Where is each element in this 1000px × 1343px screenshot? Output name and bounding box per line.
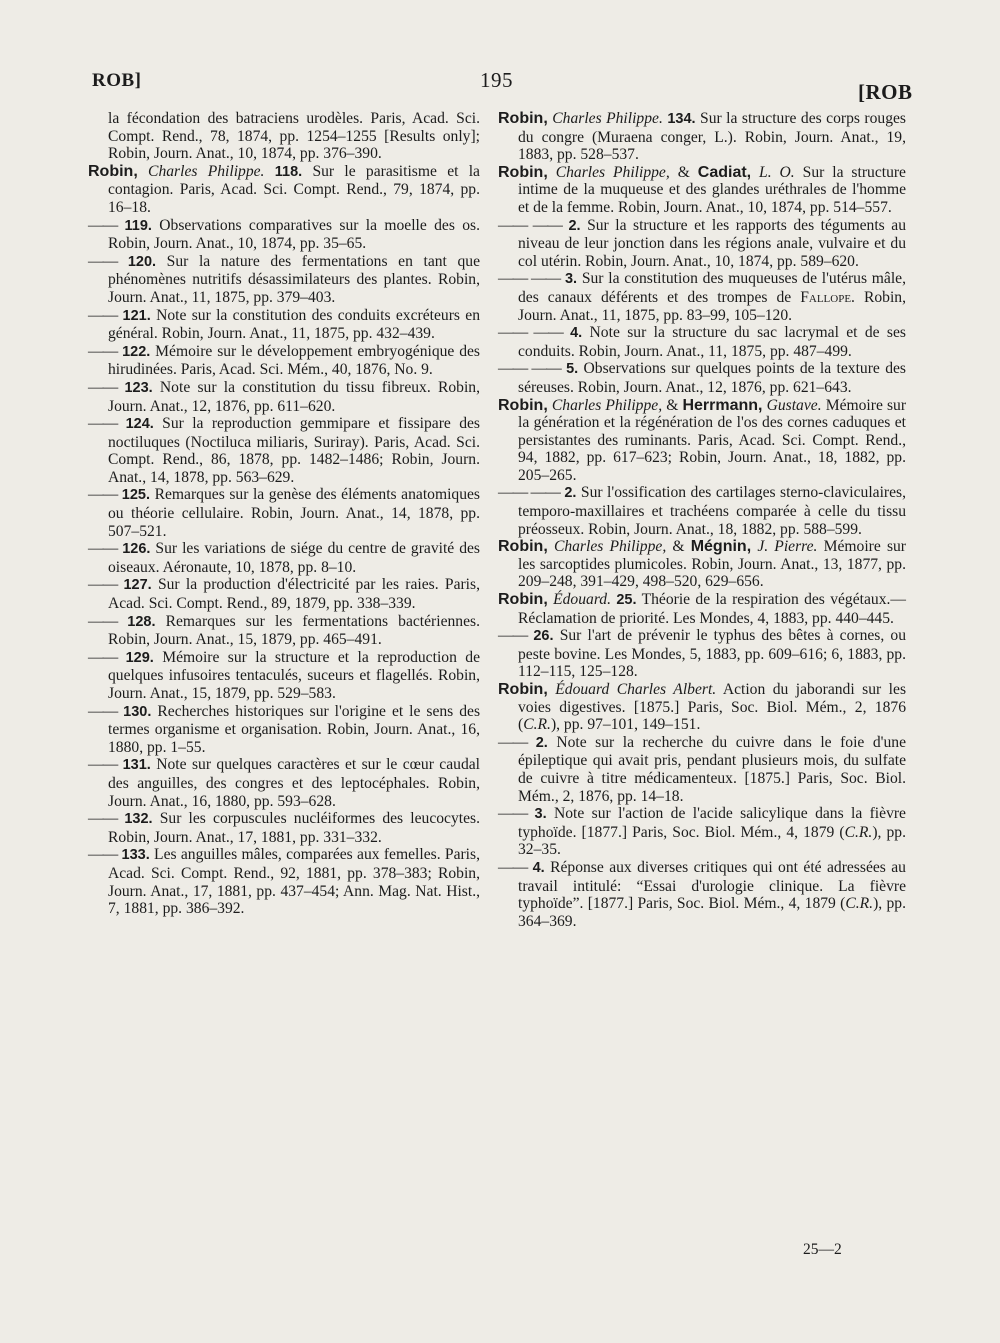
signature-mark: 25—2: [803, 1241, 842, 1258]
entry-number: 118.: [274, 163, 303, 180]
entry-number: 121.: [122, 307, 151, 324]
author-given-name: Charles Philippe,: [551, 396, 663, 414]
entry-number: 2.: [535, 734, 548, 751]
entry-text: Action du jaborandi sur les voies digestives. [1875.] Paris, Soc. Biol. Mém., 2, 1876 (: [518, 681, 907, 734]
coauthor-given-name: Gustave.: [766, 396, 822, 414]
ditto-dash: ——: [88, 648, 118, 666]
bibliography-entry: [88, 110, 480, 163]
bibliography-entry: [498, 859, 906, 930]
entry-italic: C.R.: [844, 823, 873, 841]
entry-number: 5.: [566, 361, 579, 378]
bibliography-entry: [88, 379, 480, 415]
entry-text: Remarques sur la genèse des éléments anatomiques ou théorie cellulaire. Robin, Journ. Anat., 14, 1878, pp. 507–521.: [108, 486, 481, 540]
ditto-dash: ——: [88, 415, 118, 433]
ditto-dash: —— ——: [498, 484, 560, 502]
left-column: [88, 110, 480, 918]
entry-number: 128.: [127, 613, 156, 630]
bibliography-entry: [498, 360, 906, 396]
entry-text: Observations comparatives sur la moelle des os. Robin, Journ. Anat., 10, 1874, pp. 35–65.: [108, 216, 481, 253]
ditto-dash: —— ——: [498, 270, 561, 288]
ditto-dash: ——: [88, 252, 118, 270]
bibliography-entry: [498, 591, 906, 627]
entry-number: 125.: [121, 487, 151, 504]
entry-text: ), pp. 32–35.: [518, 823, 907, 859]
entry-text: Robin, Journ. Anat., 11, 1875, pp. 83–99, 105–120.: [518, 288, 906, 324]
entry-text: Note sur la recherche du cuivre dans le foie d'une épileptique qui avait pris, pendant plusieurs mois, du sulfate de cuivre à titre médicamenteux. [1875.] Paris, Soc. Biol. Mém., 2, 1876, pp. 14–18.: [518, 733, 906, 805]
bibliography-entry: [88, 343, 480, 379]
entry-text: Note sur la structure du sac lacrymal et de ses conduits. Robin, Journ. Anat., 11, 1875, pp. 487–499.: [518, 324, 906, 360]
bibliography-entry: [88, 307, 480, 343]
author-surname: Robin,: [498, 396, 548, 414]
entry-number: 123.: [124, 379, 153, 396]
bibliography-entry: [88, 810, 480, 846]
author-given-name: Charles Philippe.: [148, 162, 265, 180]
ditto-dash: ——: [88, 342, 118, 360]
entry-number: 133.: [121, 847, 150, 864]
author-given-name: Édouard.: [553, 591, 612, 609]
entry-text: Note sur l'action de l'acide salicylique dans la fièvre typhoïde. [1877.] Paris, Soc. Biol. Mém., 4, 1879 (: [518, 805, 906, 841]
entry-text: Recherches historiques sur l'origine et le sens des termes organisme et organisation. Robin, Journ. Anat., 16, 1880, pp. 1–55.: [108, 702, 481, 756]
entry-number: 4.: [570, 325, 583, 342]
bibliography-entry: [498, 805, 906, 859]
author-surname: Robin,: [498, 110, 548, 127]
page-header: [0, 70, 1000, 110]
right-column: [498, 110, 906, 930]
bibliography-entry: [498, 734, 906, 805]
entry-text: Sur l'art de prévenir le typhus des bêtes à cornes, ou peste bovine. Les Mondes, 5, 1883, pp. 609–616; 6, 1883, pp. 112–115, 125–128.: [518, 627, 907, 681]
author-surname: Robin,: [498, 163, 548, 181]
entry-text: Mémoire sur les sarcoptides plumicoles. Robin, Journ. Anat., 13, 1877, pp. 209–248, 391–429, 498–520, 629–656.: [518, 538, 907, 591]
entry-number: 3.: [534, 806, 547, 823]
entry-text: Sur la reproduction gemmipare et fissipare des noctiluques (Noctiluca miliaris, Suriray). Paris, Acad. Sci. Compt. Rend., 86, 1878, pp. 1482–1486; Robin, Journ. Anat., 14, 1878, pp. 563–629.: [108, 415, 480, 486]
entry-text: Observations sur quelques points de la texture des séreuses. Robin, Journ. Anat., 12, 1876, pp. 621–643.: [518, 360, 906, 396]
author-given-name: Charles Philippe,: [555, 163, 670, 181]
bibliography-entry: [88, 756, 480, 810]
coauthor-surname: Mégnin,: [690, 538, 752, 556]
bibliography-entry: [88, 486, 480, 540]
entry-text: ), pp. 364–369.: [518, 895, 906, 930]
bibliography-entry: [498, 110, 906, 164]
entry-text: Sur la production d'électricité par les raies. Paris, Acad. Sci. Compt. Rend., 89, 1879, pp. 338–339.: [108, 576, 480, 613]
entry-number: 120.: [127, 253, 157, 270]
entry-number: 25.: [616, 592, 637, 609]
author-given-name: Charles Philippe.: [552, 110, 663, 127]
ditto-dash: ——: [88, 810, 118, 828]
bibliography-entry: [498, 397, 906, 485]
author-surname: Robin,: [498, 538, 548, 556]
entry-text: Mémoire sur le développement embryogénique des hirudinées. Paris, Acad. Sci. Mém., 40, 1876, No. 9.: [108, 342, 481, 379]
author-surname: Robin,: [498, 591, 548, 609]
ampersand: &: [672, 538, 685, 556]
entry-italic: C.R.: [845, 895, 874, 913]
ditto-dash: ——: [88, 612, 118, 630]
entry-italic: C.R.: [523, 716, 551, 734]
ampersand: &: [666, 396, 679, 414]
bibliography-entry: [498, 324, 906, 360]
ditto-dash: ——: [88, 540, 118, 558]
bibliography-entry: [88, 540, 480, 576]
entry-text: Mémoire sur la structure et la reproduction de quelques infusoires tentaculés, suceurs et flagellés. Robin, Journ. Anat., 15, 1879, pp. 529–583.: [108, 648, 480, 702]
ditto-dash: ——: [88, 846, 118, 864]
entry-number: 134.: [667, 111, 696, 127]
bibliography-entry: [88, 163, 480, 217]
entry-text: Sur la constitution des muqueuses de l'utérus mâle, des canaux déférents et des trompes de: [518, 270, 907, 306]
coauthor-given-name: J. Pierre.: [757, 538, 818, 556]
entry-text: ), pp. 97–101, 149–151.: [550, 716, 701, 734]
entry-number: 124.: [125, 416, 154, 433]
author-surname: Robin,: [88, 162, 138, 180]
ditto-dash: ——: [88, 378, 118, 396]
ditto-dash: —— ——: [498, 216, 562, 234]
ditto-dash: ——: [88, 486, 118, 504]
entry-text: Réponse aux diverses critiques qui ont été adressées au travail intitulé: “Essai d'urologie clinique. La fièvre typhoïde”. [1877.] Paris, Soc. Biol. Mém., 4, 1879 (: [518, 858, 906, 913]
running-head-right: [ROB: [858, 80, 913, 104]
entry-text: Sur l'ossification des cartilages sterno-claviculaires, temporo-maxillaires et trachéens comparée à celle du tissu préosseux. Robin, Journ. Anat., 18, 1882, pp. 588–599.: [518, 484, 907, 538]
entry-text: Sur le parasitisme et la contagion. Paris, Acad. Sci. Compt. Rend., 79, 1874, pp. 16–18.: [108, 162, 480, 216]
entry-text: Sur les corpuscules nucléiformes des leucocytes. Robin, Journ. Anat., 17, 1881, pp. 331–332.: [108, 810, 480, 846]
entry-number: 129.: [125, 649, 154, 666]
entry-text: Note sur quelques caractères et sur le cœur caudal des anguilles, des congres et des leptocéphales. Robin, Journ. Anat., 16, 1880, pp. 593–628.: [108, 756, 480, 810]
coauthor-surname: Cadiat,: [697, 163, 752, 181]
entry-text: Sur la structure et les rapports des téguments au niveau de leur jonction dans les régions anale, vulvaire et du col utérin. Robin, Journ. Anat., 10, 1874, pp. 589–620.: [518, 216, 906, 270]
entry-number: 3.: [564, 271, 578, 288]
running-head-left: ROB]: [92, 70, 142, 91]
entry-text: la fécondation des batraciens urodèles. Paris, Acad. Sci. Compt. Rend., 78, 1874, pp. 1254–1255 [Results only]; Robin, Journ. Anat., 10, 1874, pp. 376–390.: [108, 110, 480, 163]
entry-text: Sur les variations de siége du centre de gravité des oiseaux. Aéronaute, 10, 1878, pp. 8–10.: [108, 540, 481, 576]
bibliography-entry: [498, 681, 906, 734]
entry-number: 119.: [124, 217, 152, 234]
entry-number: 2.: [564, 485, 577, 502]
bibliography-entry: [498, 270, 906, 324]
ditto-dash: ——: [88, 702, 118, 720]
ditto-dash: ——: [88, 576, 118, 594]
entry-number: 127.: [123, 577, 152, 594]
page-number: 195: [480, 68, 513, 92]
coauthor-given-name: L. O.: [759, 163, 795, 181]
entry-text: Théorie de la respiration des végétaux.—Réclamation de priorité. Les Mondes, 4, 1883, pp. 440–445.: [518, 591, 906, 627]
coauthor-surname: Herrmann,: [682, 396, 763, 414]
ditto-dash: —— ——: [498, 324, 563, 342]
entry-number: 2.: [568, 217, 581, 234]
bibliography-entry: [498, 164, 906, 217]
author-given-name: Édouard Charles Albert.: [555, 681, 717, 698]
ditto-dash: ——: [88, 216, 118, 234]
ditto-dash: ——: [498, 733, 528, 751]
entry-text: Note sur la constitution du tissu fibreux. Robin, Journ. Anat., 12, 1876, pp. 611–620.: [108, 378, 480, 415]
entry-text: Note sur la constitution des conduits excréteurs en général. Robin, Journ. Anat., 11, 1875, pp. 432–439.: [108, 306, 480, 343]
ditto-dash: ——: [498, 627, 528, 645]
ditto-dash: ——: [88, 306, 118, 324]
bibliography-entry: [88, 576, 480, 612]
entry-name-smallcaps: Fallope.: [800, 288, 855, 306]
entry-number: 130.: [123, 703, 152, 720]
ditto-dash: —— ——: [498, 360, 561, 378]
ditto-dash: ——: [498, 858, 528, 876]
bibliography-entry: [88, 253, 480, 307]
entry-text: Sur la nature des fermentations en tant que phénomènes nutritifs désassimilateurs des plantes. Robin, Journ. Anat., 11, 1875, pp. 379–403.: [108, 252, 480, 306]
entry-number: 126.: [122, 541, 151, 558]
entry-text: Sur la structure intime de la muqueuse et des glandes uréthrales de l'homme et de la femme. Robin, Journ. Anat., 10, 1874, pp. 514–557.: [518, 163, 906, 216]
entry-number: 26.: [533, 628, 554, 645]
author-surname: Robin,: [498, 681, 548, 698]
author-given-name: Charles Philippe,: [553, 538, 667, 556]
bibliography-entry: [498, 627, 906, 681]
entry-text: Sur la structure des corps rouges du congre (Muraena conger, L.). Robin, Journ. Anat., 19, 1883, pp. 528–537.: [518, 110, 907, 164]
ditto-dash: ——: [498, 805, 528, 823]
ditto-dash: ——: [88, 756, 118, 774]
entry-number: 4.: [532, 859, 545, 876]
entry-text: Mémoire sur la génération et la régénération de l'os des cornes caduques et persistantes des ruminants. Paris, Acad. Sci. Compt. Rend., 94, 1882, pp. 617–623; Robin, Journ. Anat., 18, 1882, pp. 205–265.: [518, 396, 907, 484]
entry-text: Les anguilles mâles, comparées aux femelles. Paris, Acad. Sci. Compt. Rend., 92, 1881, pp. 378–383; Robin, Journ. Anat., 17, 1881, pp. 437–454; Ann. Mag. Nat. Hist., 7, 1881, pp. 386–392.: [108, 846, 480, 918]
bibliography-entry: [498, 538, 906, 591]
bibliography-entry: [88, 649, 480, 703]
bibliography-entry: [88, 613, 480, 649]
bibliography-entry: [88, 217, 480, 253]
entry-text: Remarques sur les fermentations bactériennes. Robin, Journ. Anat., 15, 1879, pp. 465–491.: [108, 612, 480, 649]
entry-number: 122.: [122, 343, 151, 360]
ampersand: &: [677, 163, 690, 181]
bibliography-entry: [498, 217, 906, 271]
entry-number: 132.: [124, 811, 153, 828]
entry-number: 131.: [122, 757, 151, 774]
bibliography-entry: [88, 415, 480, 486]
bibliography-entry: [498, 484, 906, 538]
bibliography-entry: [88, 846, 480, 917]
bibliography-entry: [88, 703, 480, 757]
